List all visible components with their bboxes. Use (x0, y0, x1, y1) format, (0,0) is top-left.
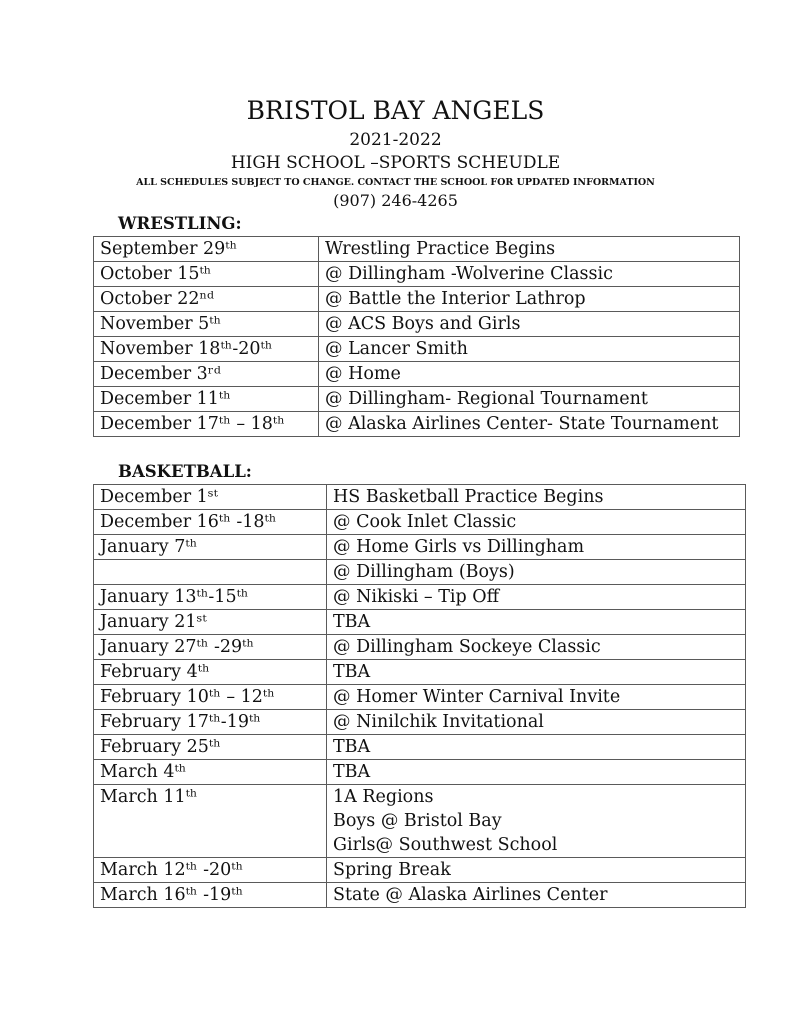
date-cell: March 4ᵗʰ (94, 760, 327, 785)
event-cell: @ Dillingham- Regional Tournament (319, 387, 740, 412)
table-row (94, 262, 740, 287)
event-cell: @ Home Girls vs Dillingham (327, 535, 746, 560)
wrestling-heading: WRESTLING: (118, 214, 242, 233)
date-cell: October 22ⁿᵈ (94, 287, 319, 312)
date-cell: March 12ᵗʰ -20ᵗʰ (94, 858, 327, 883)
event-line: Girls@ Southwest School (333, 835, 558, 855)
date-cell: February 17ᵗʰ-19ᵗʰ (94, 710, 327, 735)
table-row (94, 760, 746, 785)
event-cell (327, 785, 746, 858)
table-row (94, 710, 746, 735)
date-cell: November 5ᵗʰ (94, 312, 319, 337)
table-row (94, 560, 746, 585)
table-row (94, 387, 740, 412)
event-cell: @ Lancer Smith (319, 337, 740, 362)
event-line: 1A Regions (333, 787, 434, 807)
event-cell: @ Dillingham -Wolverine Classic (319, 262, 740, 287)
event-cell: Wrestling Practice Begins (319, 237, 740, 262)
table-row (94, 287, 740, 312)
date-cell: February 10ᵗʰ – 12ᵗʰ (94, 685, 327, 710)
event-line: Boys @ Bristol Bay (333, 811, 502, 831)
event-cell: @ Nikiski – Tip Off (327, 585, 746, 610)
table-row (94, 362, 740, 387)
date-cell: January 13ᵗʰ-15ᵗʰ (94, 585, 327, 610)
date-cell: March 16ᵗʰ -19ᵗʰ (94, 883, 327, 908)
schedule-notice: ALL SCHEDULES SUBJECT TO CHANGE. CONTACT THE SCHOOL FOR UPDATED INFORMATION (136, 177, 655, 188)
event-cell: @ Alaska Airlines Center- State Tournament (319, 412, 740, 437)
date-cell: January 7ᵗʰ (94, 535, 327, 560)
event-cell: @ Battle the Interior Lathrop (319, 287, 740, 312)
basketball-schedule-table (93, 484, 746, 908)
event-cell: TBA (327, 660, 746, 685)
date-cell: December 16ᵗʰ -18ᵗʰ (94, 510, 327, 535)
table-row (94, 785, 746, 858)
date-cell: March 11ᵗʰ (94, 785, 327, 858)
wrestling-schedule-table (93, 236, 740, 437)
date-cell: February 25ᵗʰ (94, 735, 327, 760)
table-row (94, 685, 746, 710)
page-subtitle: HIGH SCHOOL –SPORTS SCHEUDLE (230, 153, 561, 173)
event-cell: @ Home (319, 362, 740, 387)
event-cell: TBA (327, 735, 746, 760)
date-cell: September 29ᵗʰ (94, 237, 319, 262)
table-row (94, 535, 746, 560)
contact-phone: (907) 246-4265 (333, 191, 458, 210)
table-row (94, 312, 740, 337)
event-cell: @ Ninilchik Invitational (327, 710, 746, 735)
date-cell: December 17ᵗʰ – 18ᵗʰ (94, 412, 319, 437)
season-year: 2021-2022 (349, 130, 442, 150)
date-cell: January 21ˢᵗ (94, 610, 327, 635)
table-row (94, 858, 746, 883)
event-cell: Spring Break (327, 858, 746, 883)
date-cell: December 3ʳᵈ (94, 362, 319, 387)
table-row (94, 585, 746, 610)
date-cell: February 4ᵗʰ (94, 660, 327, 685)
basketball-heading: BASKETBALL: (118, 462, 252, 481)
event-cell: @ Dillingham (Boys) (327, 560, 746, 585)
date-cell: January 27ᵗʰ -29ᵗʰ (94, 635, 327, 660)
event-cell: @ Dillingham Sockeye Classic (327, 635, 746, 660)
event-cell: TBA (327, 610, 746, 635)
table-row (94, 237, 740, 262)
event-cell: @ Homer Winter Carnival Invite (327, 685, 746, 710)
table-row (94, 485, 746, 510)
table-row (94, 883, 746, 908)
event-cell: TBA (327, 760, 746, 785)
table-row (94, 735, 746, 760)
table-row (94, 510, 746, 535)
page-title: BRISTOL BAY ANGELS (246, 96, 545, 125)
table-row (94, 660, 746, 685)
date-cell: December 11ᵗʰ (94, 387, 319, 412)
date-cell: December 1ˢᵗ (94, 485, 327, 510)
table-row (94, 337, 740, 362)
date-cell: November 18ᵗʰ-20ᵗʰ (94, 337, 319, 362)
table-row (94, 610, 746, 635)
table-row (94, 635, 746, 660)
event-cell: State @ Alaska Airlines Center (327, 883, 746, 908)
event-cell: @ ACS Boys and Girls (319, 312, 740, 337)
event-cell: @ Cook Inlet Classic (327, 510, 746, 535)
date-cell: October 15ᵗʰ (94, 262, 319, 287)
table-row (94, 412, 740, 437)
date-cell (94, 560, 327, 585)
event-cell: HS Basketball Practice Begins (327, 485, 746, 510)
